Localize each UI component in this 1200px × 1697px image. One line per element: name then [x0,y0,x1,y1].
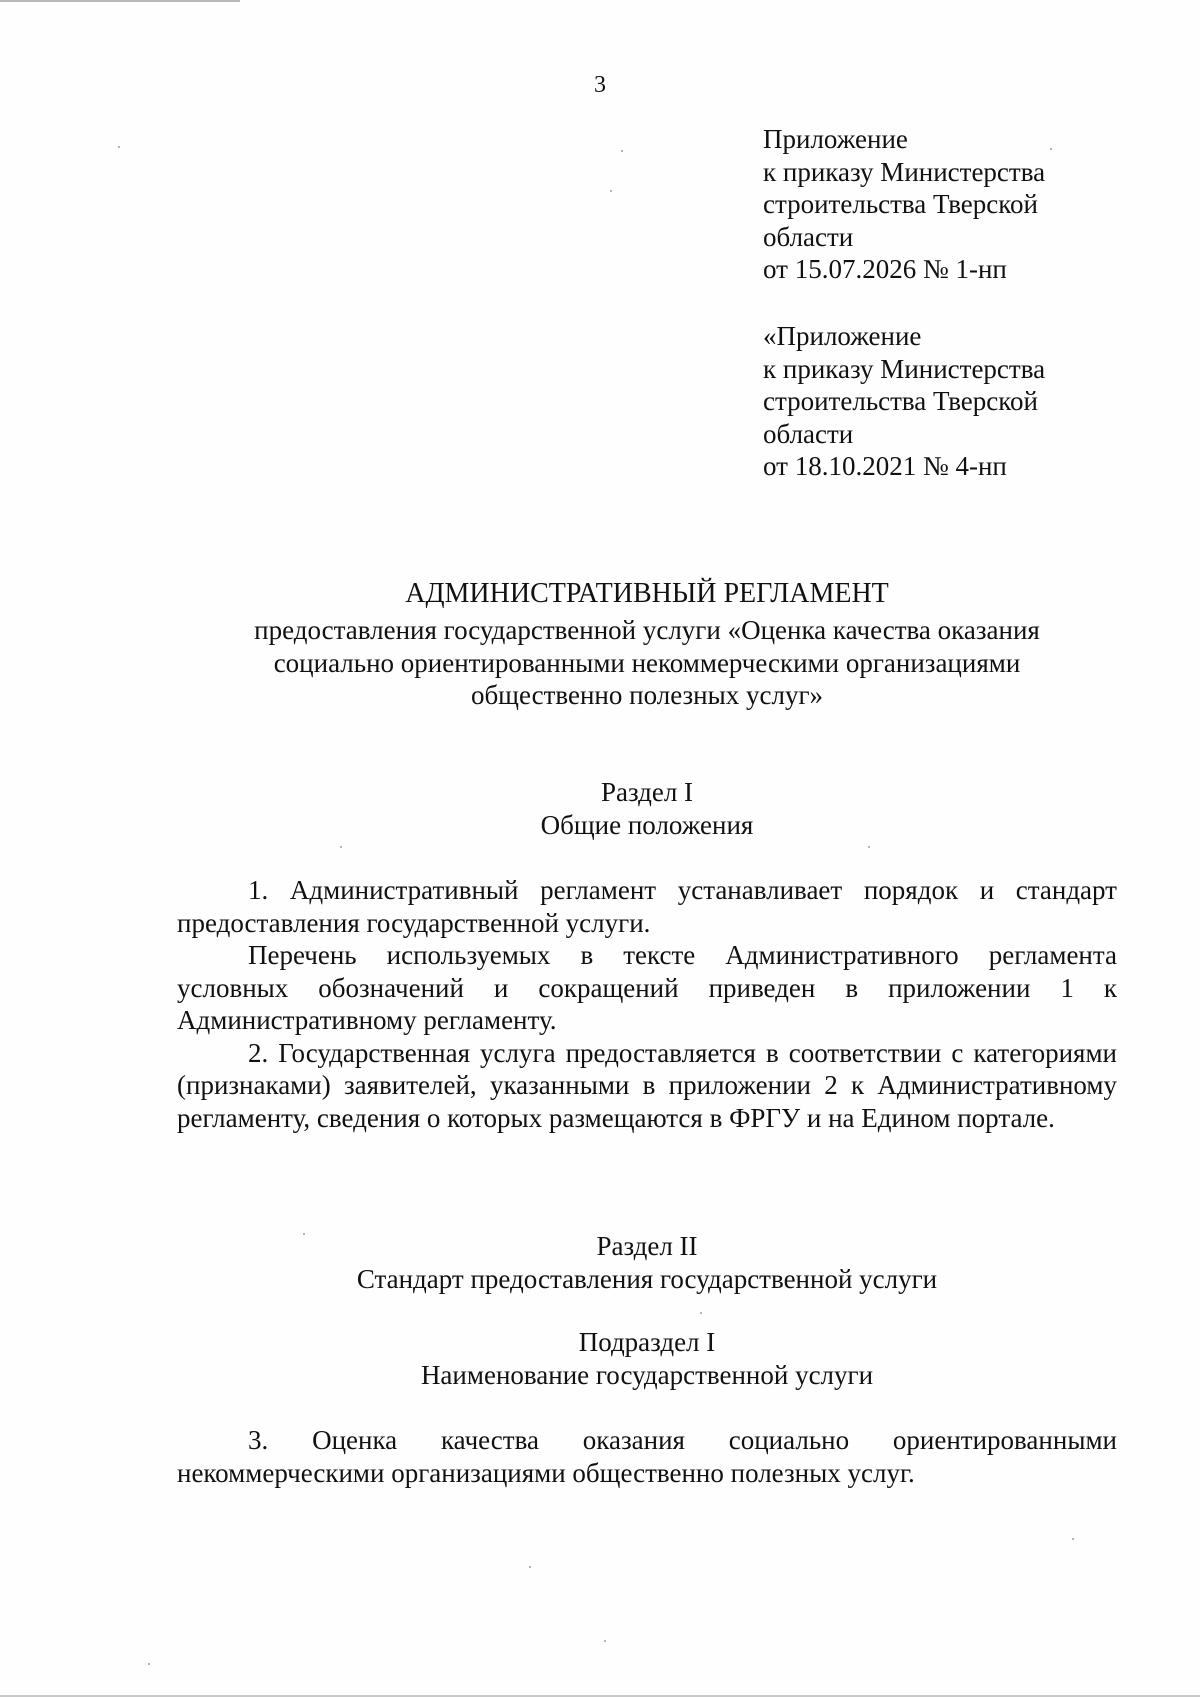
scan-speck [1050,148,1052,150]
section-1-heading [150,776,1144,841]
paragraph: 2. Государственная услуга предоставляется в соответствии с категориями (признаками) заявителей, указанными в приложении 2 к Административному регламенту, сведения о которых размещаются в ФРГУ и на Едином портале. [177,1037,1117,1133]
scan-speck [1072,1538,1074,1540]
paragraph: 1. Административный регламент устанавливает порядок и стандарт предоставления государственной услуги. [177,875,1117,938]
subtitle-line: социально ориентированными некоммерческими организациями [273,647,1021,678]
appendix-reference-current [763,123,1045,286]
scan-edge-top [0,0,240,2]
scan-speck [340,846,342,848]
section-label: Раздел II [596,1231,698,1261]
appendix-line: «Приложение [763,321,922,351]
section-label: Раздел I [600,777,694,807]
regulation-title: АДМИНИСТРАТИВНЫЙ РЕГЛАМЕНТ [405,578,889,609]
scan-speck [118,146,120,148]
section-2-heading [150,1230,1144,1295]
scan-speck [303,1233,305,1235]
subsection-name: Наименование государственной услуги [420,1359,874,1390]
appendix-line: области [763,418,854,449]
regulation-subtitle [150,614,1144,712]
paragraph: Перечень используемых в тексте Административного регламента условных обозначений и сокращений приведен в приложении 1 к Административному регламенту. [177,940,1117,1035]
subsection-1-body [177,1424,1117,1489]
appendix-line: строительства Тверской [763,189,1038,219]
scan-speck [700,1312,702,1314]
scan-speck [621,150,623,152]
appendix-line: области [763,221,854,252]
appendix-line: к приказу Министерства [763,353,1046,384]
appendix-line: Приложение [763,124,908,154]
section-name: Стандарт предоставления государственной услуги [356,1263,938,1294]
subsection-1-heading [150,1326,1144,1391]
section-name: Общие положения [540,809,754,840]
scan-speck [148,1663,150,1665]
subtitle-line: предоставления государственной услуги «Оценка качества оказания [254,615,1040,645]
appendix-line: к приказу Министерства [763,156,1046,187]
scan-speck [868,846,870,848]
paragraph: 3. Оценка качества оказания социально ориентированными некоммерческими организациями общественно полезных услуг. [177,1425,1117,1488]
appendix-line: строительства Тверской [763,386,1038,416]
appendix-line: от 18.10.2021 № 4-нп [763,451,1007,481]
subtitle-line: общественно полезных услуг» [470,680,824,710]
section-1-body [177,874,1117,1134]
appendix-reference-original [763,320,1045,483]
subsection-label: Подраздел I [578,1327,716,1357]
scan-speck [610,190,612,192]
scan-speck [529,1566,531,1568]
page-number: 3 [594,72,606,98]
scan-speck [604,1640,606,1642]
appendix-line: от 15.07.2026 № 1-нп [763,254,1007,284]
